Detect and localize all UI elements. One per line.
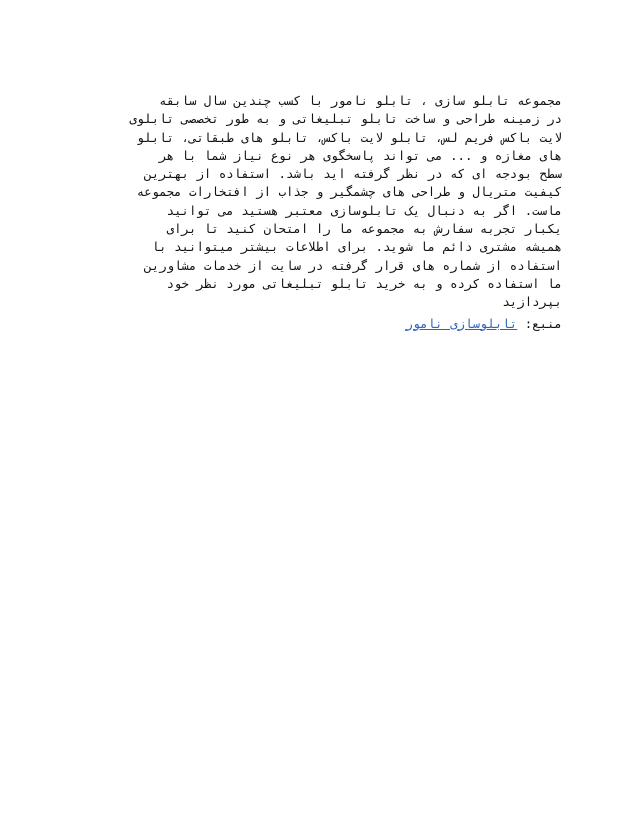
paragraph-line-11: ما استفاده کرده و به خرید تابلو تبلیغاتی مورد نظر خود [166, 275, 562, 291]
source-link[interactable]: تابلوسازی نامور [405, 315, 518, 331]
paragraph-line-4: های مغازه و ... می تواند پاسخگوی هر نوع نیاز شما با هر [159, 147, 562, 163]
paragraph-line-12: بپردازید [502, 294, 562, 310]
paragraph-line-6: کیفیت متریال و طراحی های چشمگیر و جذاب از افتخارات مجموعه [136, 184, 562, 200]
paragraph-line-8: یکبار تجربه سفارش به مجموعه ما را امتحان کنید تا برای [166, 221, 562, 237]
paragraph-line-7: ماست. اگر به دنبال یک تابلوسازی معتبر هستید می توانید [166, 202, 562, 218]
paragraph-line-2: در زمینه طراحی و ساخت تابلو تبلیغاتی و به طور تخصصی تابلوی [129, 111, 562, 127]
paragraph-line-1: مجموعه تابلو سازی ، تابلو نامور با کسب چندین سال سابقه [159, 93, 562, 108]
source-label: منبع: [517, 315, 562, 331]
document-body [70, 92, 562, 333]
source-line [70, 315, 562, 333]
paragraph-line-5: سطح بودجه ای که در نظر گرفته اید باشد. استفاده از بهترین [144, 166, 562, 182]
paragraph-line-9: همیشه مشتری دائم ما شوید. برای اطلاعات بیشتر میتوانید با [151, 239, 562, 255]
paragraph-line-3: لایت باکس فریم لس، تابلو لایت باکس، تابلو های طبقاتی، تابلو [136, 129, 562, 145]
paragraph-line-10: استفاده از شماره های قرار گرفته در سایت از خدمات مشاورین [144, 257, 562, 273]
